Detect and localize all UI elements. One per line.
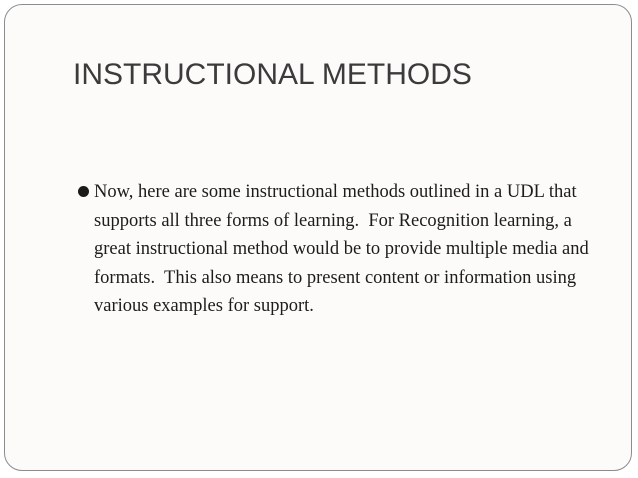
bullet-list [77, 178, 607, 321]
bullet-icon [78, 186, 89, 197]
slide-title: INSTRUCTIONAL METHODS [73, 58, 472, 91]
slide [4, 4, 632, 471]
bullet-text: Now, here are some instructional methods outlined in a UDL that supports all three forms of learning. For Recognition learning, a great instructional method would be to provide multiple media and formats. This also means to present content or information using various examples for support. [94, 182, 594, 316]
bullet-item [77, 178, 607, 321]
